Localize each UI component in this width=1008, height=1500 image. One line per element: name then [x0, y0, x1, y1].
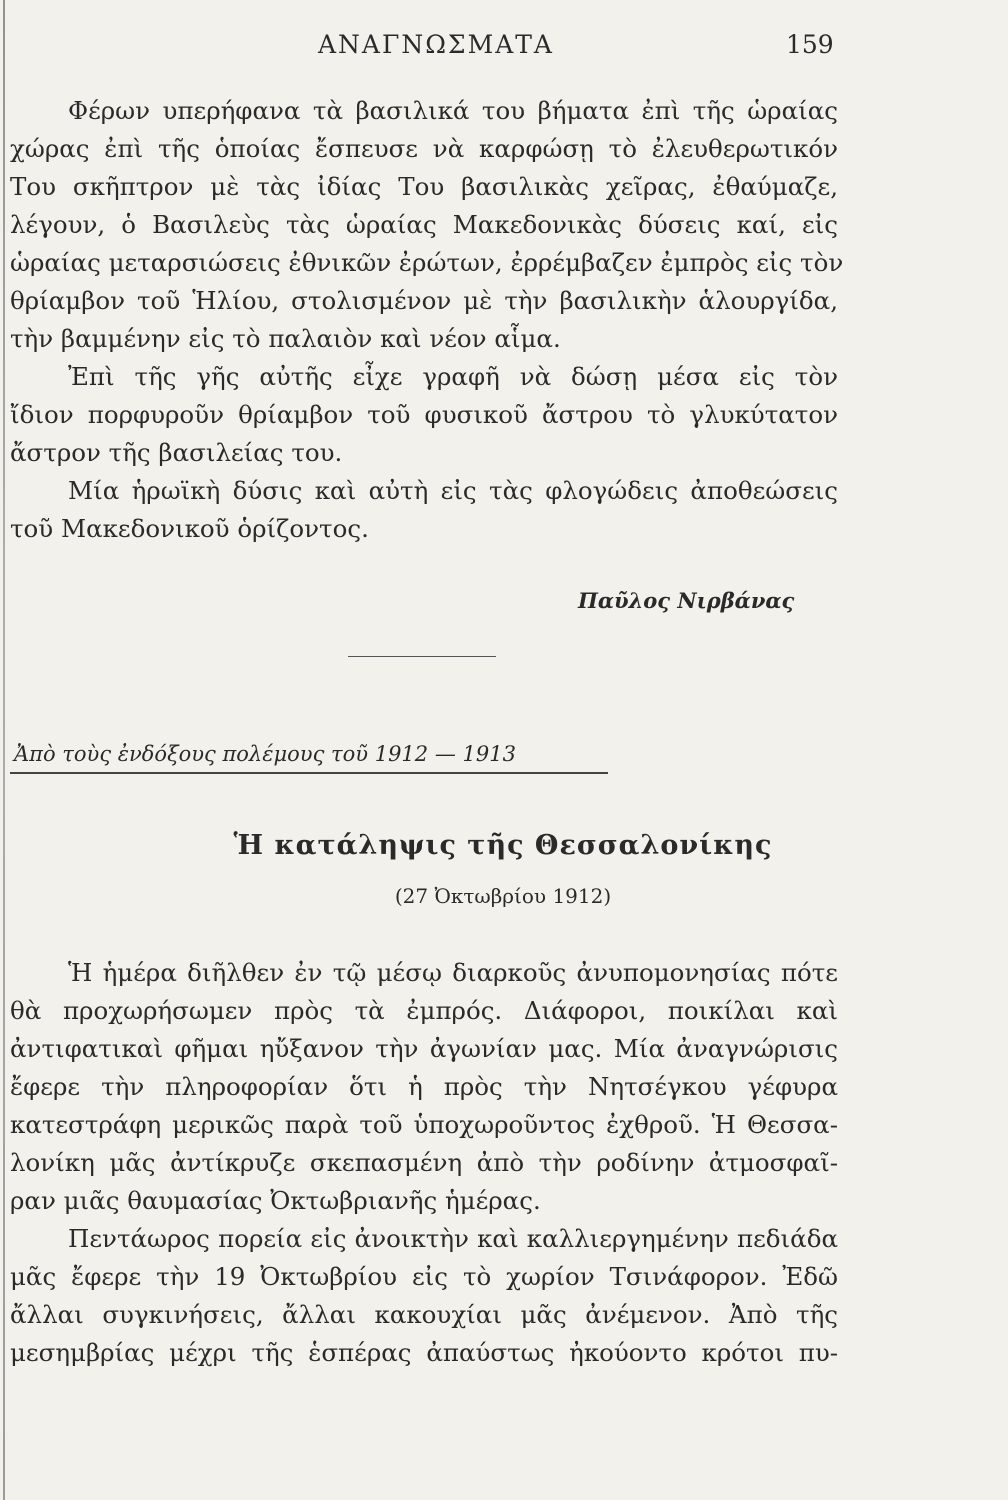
article-date [0, 884, 1008, 908]
text-line: ἄλλαι συγκινήσεις, ἄλλαι κακουχίαι μᾶς ἀνέμενον. Ἀπὸ τῆς [10, 1300, 838, 1329]
text-line: Του σκῆπτρον μὲ τὰς ἰδίας Του βασιλικὰς χεῖρας, ἐθαύμαζε, [10, 172, 838, 201]
page-number: 159 [786, 30, 834, 59]
text-line: τὴν βαμμένην εἰς τὸ παλαιὸν καὶ νέον αἷμα. [10, 324, 561, 353]
text-line: θὰ προχωρήσωμεν πρὸς τὰ ἐμπρός. Διάφοροι, ποικίλαι καὶ [10, 996, 838, 1025]
section1-text [10, 92, 844, 548]
article-text [10, 954, 838, 1372]
article-date-text: (27 Ὀκτωβρίου 1912) [394, 884, 612, 908]
text-line: μεσημβρίας μέχρι τῆς ἑσπέρας ἀπαύστως ἠκούοντο κρότοι πυ- [10, 1338, 838, 1367]
text-line: λονίκη μᾶς ἀντίκρυζε σκεπασμένη ἀπὸ τὴν ροδίνην ἀτμοσφαῖ- [10, 1148, 838, 1177]
article-title [0, 830, 1008, 861]
section-divider [348, 656, 496, 657]
text-line: χώρας ἐπὶ τῆς ὁποίας ἔσπευσε νὰ καρφώσῃ τὸ ἐλευθερωτικόν [10, 134, 838, 163]
text-line: ἀντιφατικαὶ φῆμαι ηὔξανον τὴν ἀγωνίαν μας. Μία ἀναγνώρισις [10, 1034, 838, 1063]
text-line: τοῦ Μακεδονικοῦ ὁρίζοντος. [10, 514, 369, 543]
text-line: Ἐπὶ τῆς γῆς αὐτῆς εἶχε γραφῆ νὰ δώσῃ μέσα εἰς τὸν [68, 362, 838, 391]
text-line: κατεστράφη μερικῶς παρὰ τοῦ ὑποχωροῦντος ἐχθροῦ. Ἡ Θεσσα- [10, 1110, 838, 1139]
running-head [0, 30, 1008, 66]
text-line: ἴδιον πορφυροῦν θρίαμβον τοῦ φυσικοῦ ἄστρου τὸ γλυκύτατον [10, 400, 838, 429]
series-heading: Ἀπὸ τοὺς ἐνδόξους πολέμους τοῦ 1912 — 1913 [14, 742, 516, 766]
text-line: ἔφερε τὴν πληροφορίαν ὅτι ἡ πρὸς τὴν Νητσέγκου γέφυρα [10, 1072, 838, 1101]
binding-edge [3, 0, 5, 1500]
article-title-text: Ἡ κατάληψις τῆς Θεσσαλονίκης [233, 830, 773, 861]
author-signature: Παῦλος Νιρβάνας [578, 588, 795, 613]
text-line: Ἡ ἡμέρα διῆλθεν ἐν τῷ μέσῳ διαρκοῦς ἀνυπομονησίας πότε [68, 958, 838, 987]
text-line: λέγουν, ὁ Βασιλεὺς τὰς ὡραίας Μακεδονικὰς δύσεις καί, εἰς [10, 210, 838, 239]
text-line: Φέρων υπερήφανα τὰ βασιλικά του βήματα ἐπὶ τῆς ὡραίας [68, 96, 838, 125]
text-line: ἄστρον τῆς βασιλείας του. [10, 438, 343, 467]
running-title: ΑΝΑΓΝΩΣΜΑΤΑ [318, 30, 554, 59]
text-line: μᾶς ἔφερε τὴν 19 Ὀκτωβρίου εἰς τὸ χωρίον Τσινάφορον. Ἐδῶ [10, 1262, 838, 1291]
text-line: Μία ἡρωϊκὴ δύσις καὶ αὐτὴ εἰς τὰς φλογώδεις ἀποθεώσεις [68, 476, 838, 505]
text-line: Πεντάωρος πορεία εἰς ἀνοικτὴν καὶ καλλιεργημένην πεδιάδα [68, 1224, 838, 1253]
text-line: ὡραίας μεταρσιώσεις ἐθνικῶν ἐρώτων, ἐρρέμβαζεν ἐμπρὸς εἰς τὸν [10, 248, 844, 277]
text-line: ραν μιᾶς θαυμασίας Ὀκτωβριανῆς ἡμέρας. [10, 1186, 541, 1215]
series-underline [10, 772, 608, 774]
text-line: θρίαμβον τοῦ Ἡλίου, στολισμένον μὲ τὴν βασιλικὴν ἁλουργίδα, [10, 286, 838, 315]
